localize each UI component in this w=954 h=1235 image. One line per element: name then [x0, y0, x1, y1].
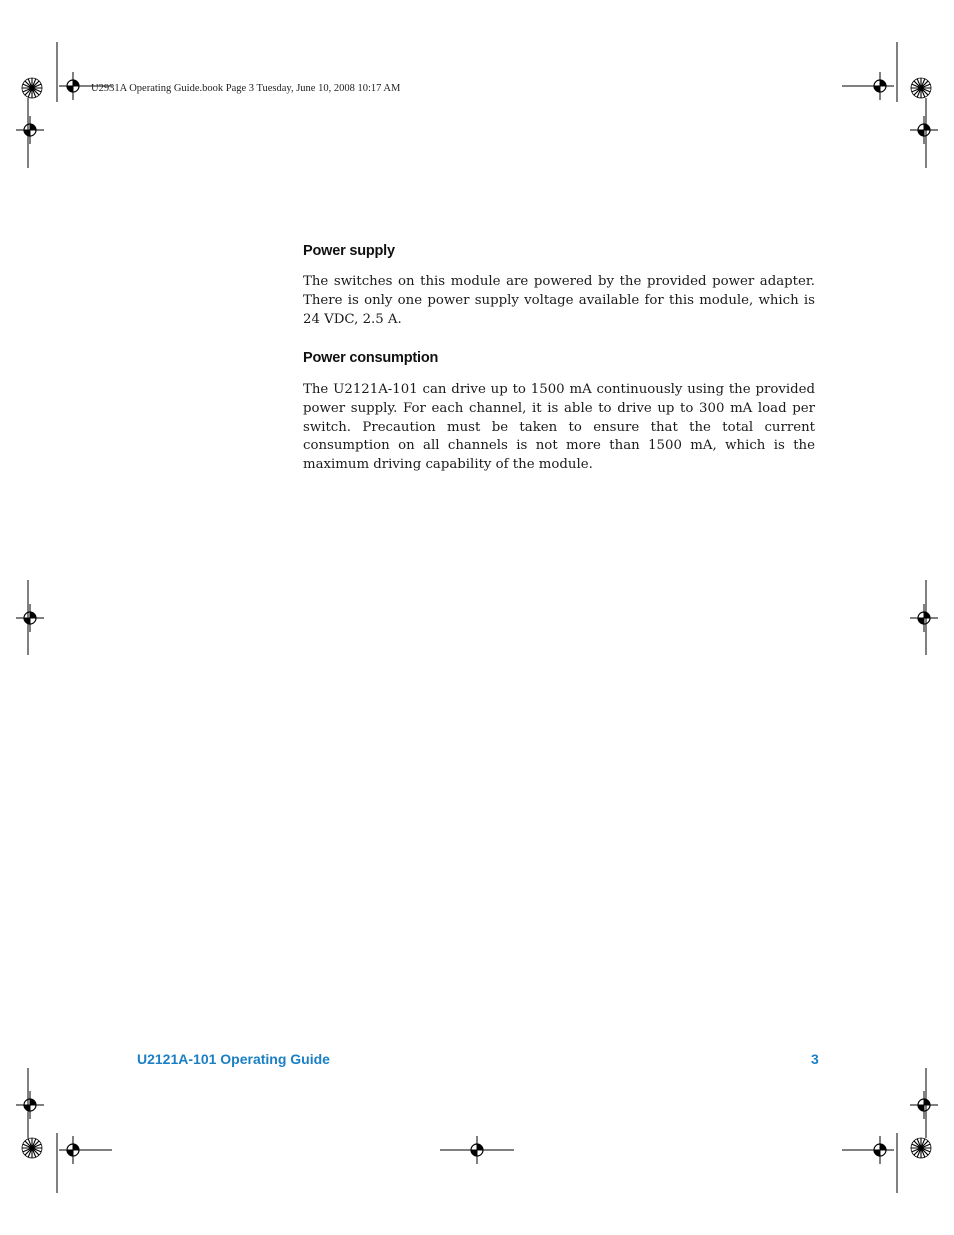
color-star-target-icon [22, 78, 931, 1158]
footer-page-number: 3 [811, 1051, 819, 1067]
paragraph-power-supply: The switches on this module are powered by the provided power adapter. There is only one power supply voltage available for this module, which is 24 VDC, 2.5 A. [303, 274, 815, 327]
section-heading-power-consumption: Power consumption [303, 350, 439, 366]
print-header-slug: U2931A Operating Guide.book Page 3 Tuesday, June 10, 2008 10:17 AM [91, 83, 401, 94]
paragraph-power-consumption: The U2121A-101 can drive up to 1500 mA continuously using the provided power supply. For each channel, it is able to drive up to 300 mA load per switch. Precaution must be taken to ensure that the total current consumption on all channels is not more than 1500 mA, which is the maximum driving capability of the module. [303, 382, 815, 473]
registration-mark-icon [16, 72, 938, 1164]
section-heading-power-supply: Power supply [303, 243, 395, 259]
footer-guide-title: U2121A-101 Operating Guide [137, 1051, 330, 1067]
